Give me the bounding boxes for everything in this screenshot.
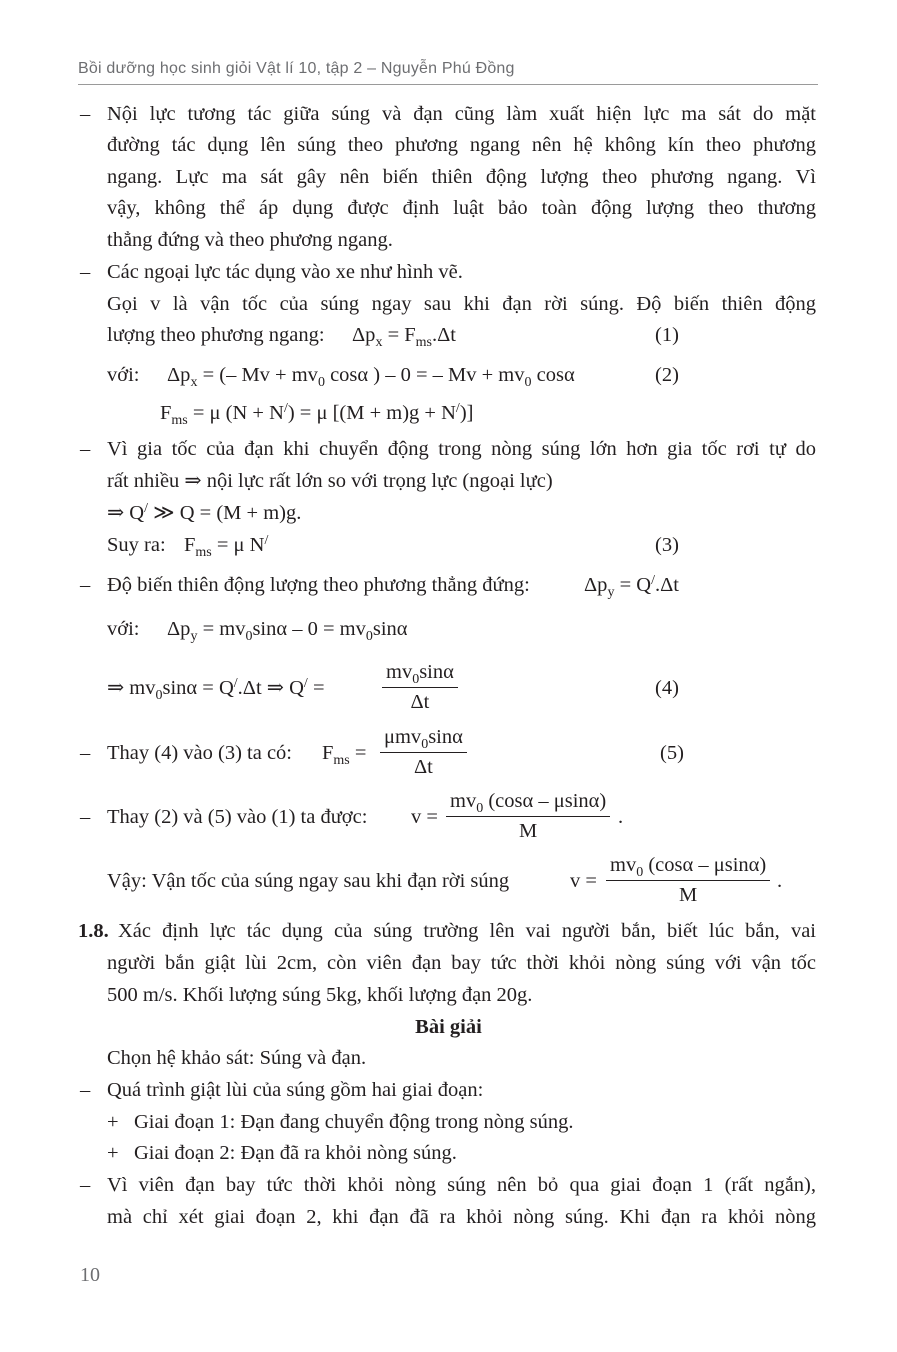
bullet-dash: – bbox=[80, 1079, 91, 1101]
solution-choose: Chọn hệ khảo sát: Súng và đạn. bbox=[107, 1047, 367, 1069]
fraction-denominator: Δt bbox=[413, 756, 433, 778]
equation-number-5: (5) bbox=[660, 742, 684, 764]
para1-line5: thẳng đứng và theo phương ngang. bbox=[107, 229, 393, 251]
fraction-numerator: $mv_0$ (cosα – μsinα) bbox=[446, 788, 610, 817]
equation-number-3: (3) bbox=[655, 534, 679, 556]
para3-line1: Vì gia tốc của đạn khi chuyển động trong nòng súng lớn hơn gia tốc rơi tự do bbox=[107, 438, 816, 460]
fraction-denominator: M bbox=[678, 884, 698, 906]
bullet-dash: – bbox=[80, 103, 91, 125]
equation-5-fraction bbox=[380, 724, 467, 781]
fraction-denominator: M bbox=[518, 820, 538, 842]
equation-1: $\Delta p_x = F_{ms}.\Delta t$ bbox=[352, 324, 457, 350]
para2-line3: lượng theo phương ngang: bbox=[107, 324, 325, 346]
bullet-dash: – bbox=[80, 438, 91, 460]
solution-last-line2: mà chỉ xét giai đoạn 2, khi đạn đã ra khỏi nòng súng. Khi đạn ra khỏi nòng bbox=[107, 1206, 816, 1228]
header-rule bbox=[78, 84, 818, 85]
para1-line3: ngang. Lực ma sát gây nên biến thiên động lượng theo phương ngang. Vì bbox=[107, 166, 816, 188]
page-number: 10 bbox=[80, 1264, 100, 1286]
para2-line1: Các ngoại lực tác dụng vào xe như hình vẽ. bbox=[107, 261, 463, 283]
solution-stage2: Giai đoạn 2: Đạn đã ra khỏi nòng súng. bbox=[134, 1142, 457, 1164]
para1-line2: đường tác dụng lên súng theo phương ngang nên hệ không kín theo phương bbox=[107, 134, 816, 156]
bullet-plus: + bbox=[107, 1111, 119, 1133]
equation-fms: $F_{ms} = \mu$ (N + N/) = μ [(M + m)g + N/)] bbox=[160, 401, 474, 428]
equation-3: $F_{ms} = \mu$ N/ bbox=[184, 533, 269, 560]
solution-title: Bài giải bbox=[415, 1016, 482, 1038]
period: . bbox=[777, 870, 783, 892]
para3-line3: ⇒ Q/ ≫ Q = (M + m)g. bbox=[107, 501, 302, 524]
with-label: với: bbox=[107, 618, 140, 640]
solution-last-line1: Vì viên đạn bay tức thời khỏi nòng súng nên bỏ qua giai đoạn 1 (rất ngắn), bbox=[107, 1174, 816, 1196]
equation-6-fraction bbox=[446, 788, 610, 845]
para5-text: Thay (4) vào (3) ta có: bbox=[107, 742, 292, 764]
fraction-numerator: $mv_0\sin\alpha$ bbox=[382, 659, 458, 688]
equation-4-left: ⇒ $mv_0\sin\alpha = Q^/.\Delta t$ ⇒ Q/ = bbox=[107, 676, 325, 703]
problem-number: 1.8. bbox=[78, 920, 109, 942]
bullet-plus: + bbox=[107, 1142, 119, 1164]
solution-recoil: Quá trình giật lùi của súng gồm hai giai đoạn: bbox=[107, 1079, 484, 1101]
running-header: Bồi dưỡng học sinh giỏi Vật lí 10, tập 2 – Nguyễn Phú Đồng bbox=[78, 60, 515, 77]
equation-7-left: v = bbox=[570, 870, 597, 892]
equation-dpy: $\Delta p_y = Q^/.\Delta t$ bbox=[584, 573, 679, 600]
para6-text: Thay (2) và (5) vào (1) ta được: bbox=[107, 806, 368, 828]
equation-2: $\Delta p_x$ = (– $Mv + mv_0$ cosα ) – 0 = – $Mv + mv_0$ cosα bbox=[167, 364, 575, 390]
para7-text: Vậy: Vận tốc của súng ngay sau khi đạn rời súng bbox=[107, 870, 510, 892]
para4-line1: Độ biến thiên động lượng theo phương thẳng đứng: bbox=[107, 574, 530, 596]
problem-line3: 500 m/s. Khối lượng súng 5kg, khối lượng đạn 20g. bbox=[107, 984, 533, 1006]
bullet-dash: – bbox=[80, 1174, 91, 1196]
bullet-dash: – bbox=[80, 806, 91, 828]
bullet-dash: – bbox=[80, 574, 91, 596]
para1-line4: vậy, không thể áp dụng được định luật bảo toàn động lượng theo thương bbox=[107, 197, 816, 219]
problem-line1: Xác định lực tác dụng của súng trường lên vai người bắn, biết lúc bắn, vai bbox=[118, 920, 816, 942]
fraction-numerator: μmv$_0$sinα bbox=[380, 724, 467, 753]
equation-number-4: (4) bbox=[655, 677, 679, 699]
period: . bbox=[618, 806, 624, 828]
bullet-dash: – bbox=[80, 261, 91, 283]
equation-4-fraction bbox=[382, 659, 458, 716]
equation-dpy-2: $\Delta p_y = mv_0\sin\alpha - 0 = mv_0\sin\alpha$ bbox=[167, 618, 408, 644]
equation-number-1: (1) bbox=[655, 324, 679, 346]
bullet-dash: – bbox=[80, 742, 91, 764]
fraction-denominator: Δt bbox=[410, 691, 430, 713]
equation-number-2: (2) bbox=[655, 364, 679, 386]
equation-6-left: v = bbox=[411, 806, 438, 828]
para2-line2: Gọi v là vận tốc của súng ngay sau khi đạn rời súng. Độ biến thiên động bbox=[107, 293, 816, 315]
with-label: với: bbox=[107, 364, 140, 386]
para1-line1: Nội lực tương tác giữa súng và đạn cũng làm xuất hiện lực ma sát do mặt bbox=[107, 103, 816, 125]
suy-ra-label: Suy ra: bbox=[107, 534, 166, 556]
fraction-numerator: $mv_0$ (cosα – μsinα) bbox=[606, 852, 770, 881]
problem-line2: người bắn giật lùi 2cm, còn viên đạn bay tức thời khỏi nòng súng với vận tốc bbox=[107, 952, 816, 974]
equation-7-fraction bbox=[606, 852, 770, 909]
para3-line2: rất nhiều ⇒ nội lực rất lớn so với trọng lực (ngoại lực) bbox=[107, 470, 553, 492]
equation-5-left: $F_{ms}$ = bbox=[322, 742, 367, 768]
solution-stage1: Giai đoạn 1: Đạn đang chuyển động trong nòng súng. bbox=[134, 1111, 574, 1133]
